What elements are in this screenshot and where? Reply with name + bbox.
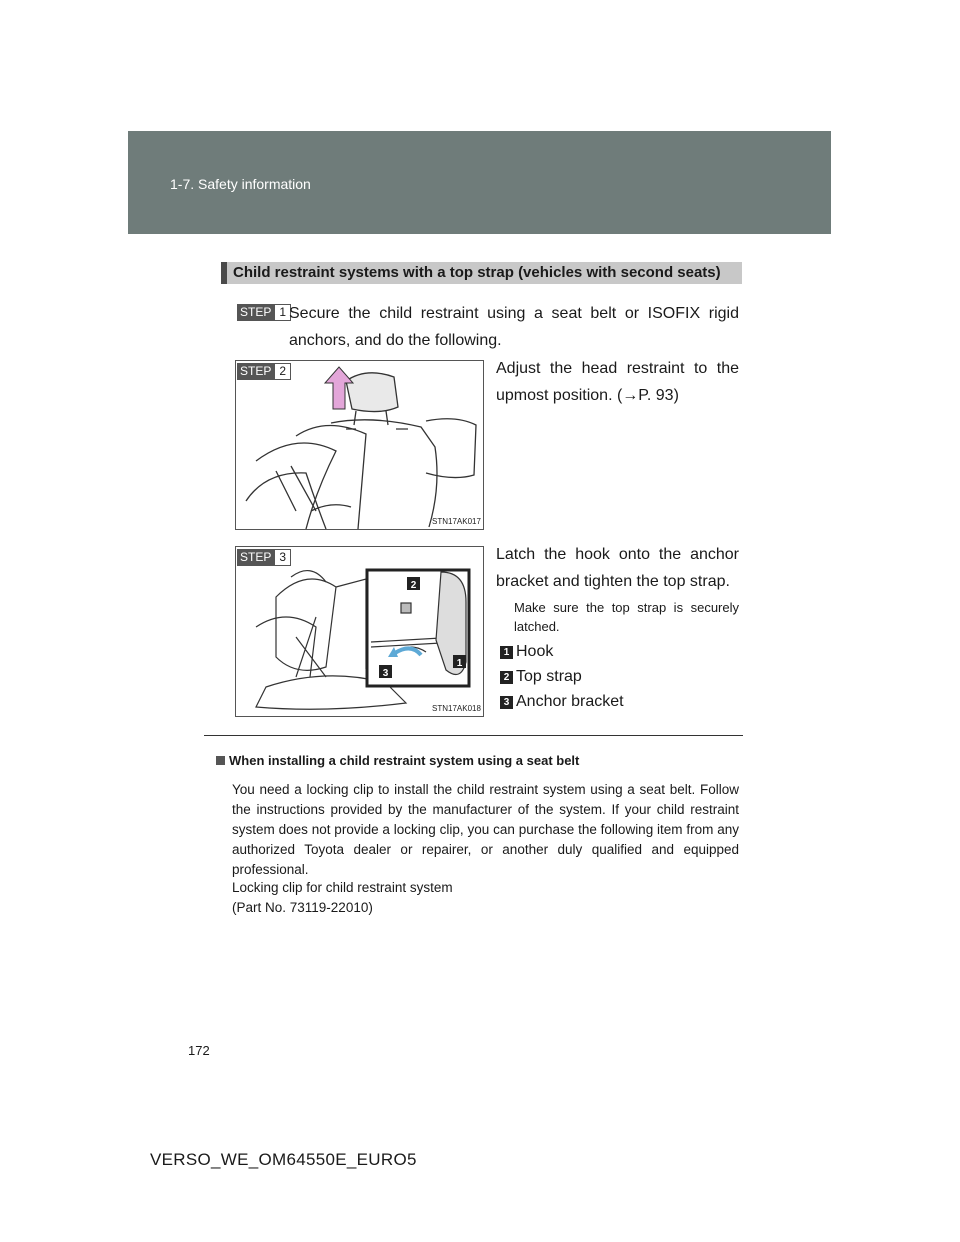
- callout-number-3: 3: [500, 696, 513, 709]
- tip-heading: [216, 753, 579, 768]
- anchor-bracket-illustration: [236, 547, 483, 716]
- callout-3-icon: [379, 665, 392, 679]
- bullet-square-icon: [216, 756, 225, 765]
- section-heading: Child restraint systems with a top strap (vehicles with second seats): [221, 262, 742, 284]
- legend-label: Hook: [516, 643, 554, 660]
- svg-text:1: 1: [456, 658, 463, 669]
- legend-item-hook: [500, 643, 553, 661]
- step-number: 2: [274, 363, 291, 380]
- step-number: 1: [274, 304, 291, 321]
- head-restraint-illustration: [236, 361, 483, 529]
- step-3-badge: [237, 549, 291, 566]
- step-2-text-before: Adjust the head restraint to the upmost position. (: [496, 360, 739, 404]
- legend-label: Anchor bracket: [516, 693, 624, 710]
- tip-paragraph: You need a locking clip to install the child restraint system using a seat belt. Follow the instructions provided by the manufacturer of the system. If your child restraint system does not provide a locking clip, you can purchase the following item from any authorized Toyota dealer or repairer, or another duly qualified and equipped professional.: [232, 782, 739, 877]
- legend-item-top-strap: [500, 668, 582, 686]
- step-label: STEP: [237, 304, 274, 321]
- part-line-1: Locking clip for child restraint system: [232, 880, 453, 895]
- step-1-text: Secure the child restraint using a seat belt or ISOFIX rigid anchors, and do the following.: [289, 305, 739, 349]
- step-3-text: Latch the hook onto the anchor bracket and tighten the top strap.: [496, 546, 739, 590]
- figure-code: STN17AK018: [432, 704, 481, 713]
- step-label: STEP: [237, 363, 274, 380]
- svg-text:2: 2: [410, 580, 417, 591]
- step-2-figure: [235, 360, 484, 530]
- page-number: 172: [188, 1043, 210, 1058]
- callout-1-icon: [453, 655, 466, 669]
- step-1-badge: [237, 304, 291, 321]
- section-divider: [204, 735, 743, 736]
- figure-code: STN17AK017: [432, 517, 481, 526]
- document-footer-code: VERSO_WE_OM64550E_EURO5: [150, 1150, 417, 1169]
- svg-text:3: 3: [382, 668, 389, 679]
- step-3-figure: [235, 546, 484, 717]
- part-line-2: (Part No. 73119-22010): [232, 900, 373, 915]
- step-number: 3: [274, 549, 291, 566]
- legend-label: Top strap: [516, 668, 582, 685]
- step-2-text: [496, 355, 739, 409]
- callout-number-2: 2: [500, 671, 513, 684]
- callout-number-1: 1: [500, 646, 513, 659]
- step-2-text-after: P. 93): [638, 387, 679, 404]
- chapter-section-title: 1-7. Safety information: [170, 176, 311, 192]
- reference-arrow-icon: →: [622, 387, 639, 404]
- step-2-badge: [237, 363, 291, 380]
- legend-item-anchor-bracket: [500, 693, 624, 711]
- callout-2-icon: [407, 577, 420, 591]
- tip-heading-text: When installing a child restraint system using a seat belt: [229, 753, 580, 768]
- step-label: STEP: [237, 549, 274, 566]
- step-3-note: Make sure the top strap is securely latched.: [514, 600, 739, 634]
